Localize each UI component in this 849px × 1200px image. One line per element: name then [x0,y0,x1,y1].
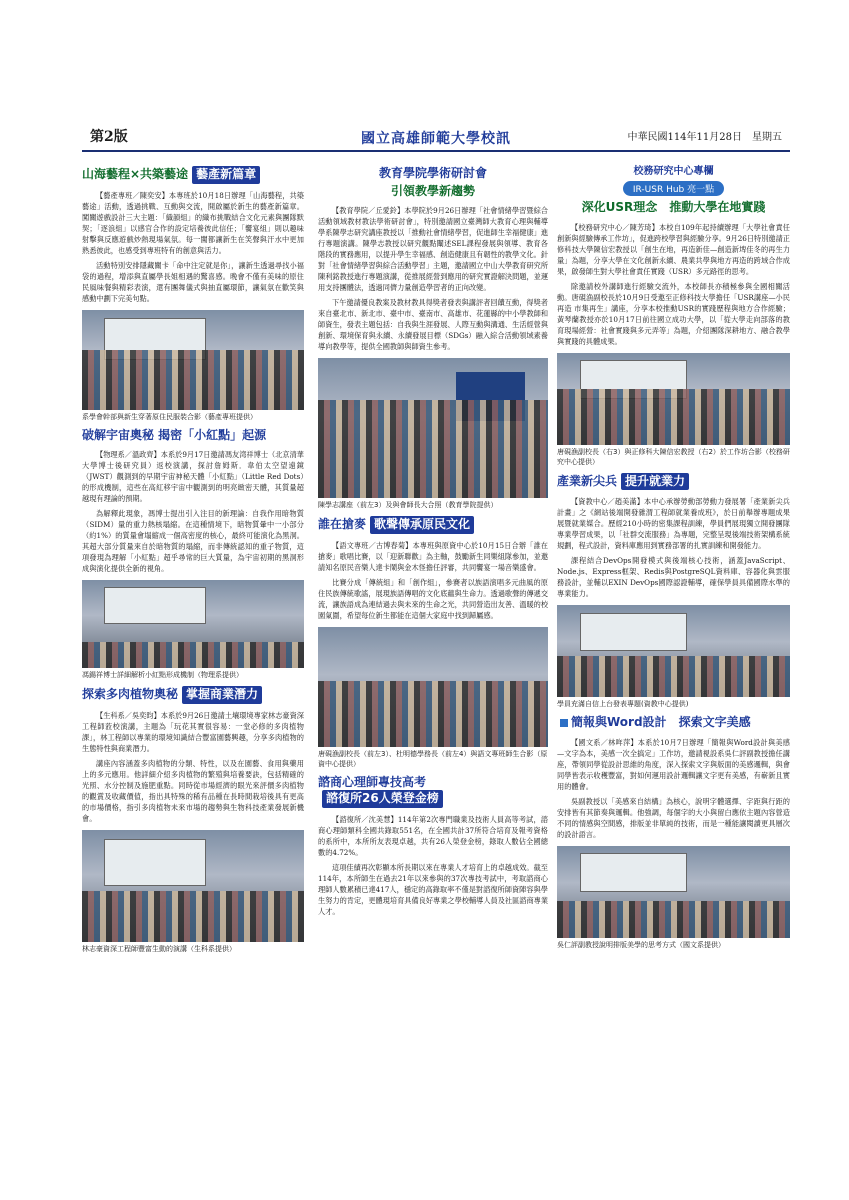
issue-date: 中華民國114年11月28日 星期五 [627,132,782,143]
article-paragraph: 比賽分成「傳統組」和「創作組」，參賽者以族語演唱多元曲風的原住民族傳統歌謠，展現族語傳唱的文化底蘊與生命力。透過歌聲的傳遞交流，讓族語成為連結過去與未來的生命之光，共同營造出友善、溫暖的校園氣圍，希望每位新生都能在這個大家庭中找到歸屬感。 [318,577,549,620]
photo-caption: 唐硯漁副校長（前左3）、杜明德學務長（前左4）與語文專班師生合影（原資中心提供） [318,749,548,768]
article-paragraph: 活動特別安排隱藏關卡「命中注定就是你」，讓新生透過尋找小福袋的過程，增添與直屬學長姐相遇的驚喜感。晚會不僅有美味的原住民風味餐與精彩表演，還有團舞儀式與抽直屬環節，讓氣氛在歡笑與感動中劃下完美句點。 [82,260,304,303]
article-paragraph: 【校務研究中心／陳芳琦】本校自109年起持續辦理「大學社會責任創新與經驗傳承工作坊」，促進跨校學習與經驗分享。9月26日特別邀請正修科技大學陳信宏教授以「創生在地，再造新佳—創造新埤佳冬的再生力量」為題，分享大學在文化創新永續、農業共學與地方再造的跨域合作成果，啟發師生對大學社會責任實踐（USR）多元路徑的思考。 [557,222,790,276]
newsletter-page [60,122,790,1122]
page-number: 第2版 [90,129,128,145]
photo-caption: 陳學志講座（前左3）及與會師長大合照（教育學院提供） [318,501,498,510]
column-1 [82,162,304,960]
article-tag: 諮復所26人榮登金榜 [322,790,443,808]
article-paragraph: 這項佳績再次彰顯本所長期以來在專業人才培育上的卓越成效。截至114年，本所師生在過去21年以來參與的37次專技考試中，考取諮商心理師人數累積已達417人，穩定的高錄取率不僅是對諮復所師資陣容與學生努力的肯定，更體現培育具備良好專業之學校輔導人員及社區諮商專業人才。 [318,862,549,916]
article-tag: 歌聲傳承原民文化 [370,516,474,534]
article-paragraph: 【國文系／林哖萍】本系於10月7日辦理「簡報與Word設計與美感—文字為本，美感一次全搞定」工作坊，邀請視設系吳仁評副教授擔任講座，帶領同學從設計思維的角度，深入探索文字與版面的美感邏輯，與會同學皆表示收穫豐富，對如何運用設計邏輯讓文字更有美感，有嶄新且實用的體會。 [557,737,790,791]
classroom-photo [557,846,790,938]
article-title: 諮商心理師專技高考諮復所26人榮登金榜 [318,775,548,808]
article-title: 探索多肉植物奧秘 掌握商業潛力 [82,686,304,704]
presentation-photo [557,605,790,697]
article-title: 破解宇宙奧秘 揭密「小紅點」起源 [82,427,267,442]
article-paragraph: 吳副教授以「美感來自結構」為核心，說明字體選擇、字距與行距的安排皆有其節奏與邏輯。他強調，每個字的大小與留白應依主題內容營造不同的情感與空間感，排版並非單純的技術，而是一種能讓閱讀更具層次的設計語言。 [557,796,790,839]
article-title: 誰在搶麥 歌聲傳承原民文化 [318,516,548,534]
photo-caption: 學員充滿自信上台發表專題(資教中心提供) [557,700,689,709]
photo-caption: 系學會幹部與新生穿著原住民服裝合影（藝產專班提供） [82,412,257,421]
masthead: 國立高雄師範大學校訊 [361,131,511,147]
article-paragraph: 講座內容涵蓋多肉植物的分類、特性，以及在園藝、食用與藥用上的多元應用。他詳細介紹多肉植物的繁殖與培養要訣，包括精確的光照、水分控制及施肥重點。同時從市場經濟的眼光來評價多肉植物的觀賞及收藏價值，指出具特殊的稀有品種在長時間栽培後具有更高的市場價格，指引多肉植物未來市場的趨勢與生物科技產業發展新機會。 [82,758,304,823]
article-title: 教育學院學術研討會 引領教學新趨勢 [318,166,548,199]
speaker-photo [82,830,304,942]
ribbon-title: 校務研究中心專欄 [633,166,714,177]
article-title: 產業新尖兵 提升就業力 [557,473,790,491]
article-subtitle: 引領教學新趨勢 [390,183,475,198]
group-photo [82,310,304,410]
group-photo [318,358,548,498]
article-paragraph: 除邀請校外講師進行經驗交流外，本校師長亦積極參與全國相關活動。唐硯漁副校長於10月9日受邀至正修科技大學擔任「USR講座—小民再造 市集再生」講座，分享本校推動USR的實踐歷程與地方合作經驗；黃琴蘭教授亦於10月17日前往國立成功大學，以「從大學走向部落的教育現場經營：社會實踐與多元弄等」為題，介紹團隊深耕地方、融合教學與實踐的具體成果。 [557,281,790,346]
article-paragraph: 【資教中心／趙美滿】本中心承辦勞動部勞動力發展署「產業新尖兵計畫」之《網站後端開發雜渭工程師就業養成班》，於日前舉辦專題成果展暨就業媒合。歷經210小時的密集課程訓練，學員們展現獨立開發團隊專業學習成果，以「社群交流服務」為專題，完整呈現後端技術架構系統規劃，程式設計，資料庫應用到實務部署的扎實訓練和開發能力。 [557,497,790,551]
column-ribbon [557,162,790,196]
article-tag: 藝產新篇章 [192,166,260,184]
article-paragraph: 下午邀請優良教案及教材教具得獎者發表與講評者回饋互動，得獎者來自臺北市、新北市、臺中市、臺南市、高雄市、花蓮縣的中小學教師和師資生，發表主題包括：自我與生涯發展、人際互動與溝通、生活經營與創新、環境保育與永續、永續發展目標（SDGs）融入綜合活動領域素養導向教學等，提供全國教師與師資生參考。 [318,298,549,352]
group-photo [318,627,548,747]
article-paragraph: 【生科系／吳奕昀】本系於9月26日邀請土壤環境專家林志豪資深工程師蒞校演講，主題為「玩花其實很容易：一堂必修的多肉植物課」，林工程師以專業的環境知識結合豐富園藝興趣，分享多肉植物的生態特性與商業潛力。 [82,710,304,753]
article-paragraph: 課程結合DevOps開發模式與後端核心技術，涵蓋JavaScript、Node.js、Express框架、Redis與PostgreSQL資料庫、容器化與雲服務設計，並輔以EXIN DevOps國際認證輔導，確保學員具備國際水準的專業能力。 [557,556,790,599]
photo-caption: 唐硯漁副校長（右3）與正修科大陳信宏教授（右2）於工作坊合影（校務研究中心提供） [557,447,790,466]
photo-caption: 馮錫祥博士詳細解析小紅點形成機制（物理系提供） [82,671,243,680]
article-paragraph: 【諮復所／沈美慧】114年第2次專門職業及技術人員高等考試，諮商心理師類科全國共錄取551名，在全國共計37所符合培育及報考資格的系所中，本所所友表現卓越，共有26人榮登金榜，錄取人數佔全國總數的4.72%。 [318,814,548,857]
photo-caption: 林志豪資深工程師豐富生動的演講（生科系提供） [82,944,236,953]
article-paragraph: 為解釋此現象，馮博士提出引入注目的新理論：自我作用暗物質（SIDM）量的重力熱核塌縮。在這種情境下，暗物質暈中一小部分（約1%）的質量會塌縮成一個高密度的核心，最終可能演化為黑洞。其超大部分質量來自於暗物質的塌縮，而非傳統認知的重子物質，這項發現為理解「小紅點」超乎尋常的巨大質量，為宇宙初期的黑洞形成與演化提供全新的視角。 [82,509,304,574]
column-2 [318,162,548,921]
group-photo [557,353,790,445]
article-title: 山海藝程×共築藝途 藝產新篇章 [82,166,304,184]
photo-caption: 吳仁評副教授說明排版美學的思考方式（國文系提供） [557,940,725,949]
article-tag: 提升就業力 [621,473,689,491]
article-paragraph: 【教育學院／丘愛鈴】本學院於9月26日辦理「社會情緒學習暨綜合活動領域教材教法學術研討會」，特別邀請國立臺灣師大教育心理與輔導學系陳學志研究講座教授以「推動社會情緒學習，促進師生幸福健康」進行專題演講。陳學志教授以研究觀點闡述SEL課程發展與領導、教育各階段的實務應用，以提升學生幸福感、創造健康且有韌性的教學文化。針對「社會情緒學習與綜合活動學習」主題，邀請國立中山大學教育研究所陳利銘教授進行專題演講，從推展經營到應用的研究實證解決問題，並運用支持團體法，透過同儕力量創造學習者的正向改變。 [318,206,549,293]
page-header [82,122,790,152]
ribbon-subtitle: IR-USR Hub 亮一點 [623,181,724,196]
article-paragraph: 【物理系／溫政齊】本系於9月17日邀請馮友湾祥博士（北京清華大學博士後研究員）返校演講，探討詹姆斯．韋伯太空望遠鏡（JWST）觀測到的早期宇宙神秘天體「小紅點」（Little Red Dots）的形成機制，這些在高紅移宇宙中觀測到的明亮緻密天體，其質量超越現有理論的預期。 [82,450,304,504]
article-title: 簡報與Word設計 探索文字美感 [557,715,790,731]
article-paragraph: 【語文專班／古博春菊】本專班與原資中心於10月15日合辦「誰在搶麥」歌唱比賽，以「迎新聯歡」為主軸，鼓勵新生同樂組隊參加，並邀請知名原民音樂人達卡鬧與金木怪擔任評審，共同饗宴一場音樂盛會。 [318,540,549,572]
article-tag: 掌握商業潛力 [182,686,262,704]
lecture-photo [82,580,304,668]
square-bullet-icon [560,719,568,727]
article-title: 深化USR理念 推動大學在地實踐 [581,200,766,214]
article-paragraph: 【藝產專班／陳奕安】本專班於10月18日辦理「山海藝程，共築藝途」活動，透過挑戰、互動與交流，開啟屬於新生的藝產新篇章。闖關遊戲設計三大主題：「織韻組」的織布挑戰結合文化元素與團隊默契；「逐浪組」以感官合作的設定培養彼此信任；「饗宴組」則以趣味射擊與反應遊戲炒熱現場氣氛。每一闖都讓新生在笑聲與汗水中更加熟悉彼此，也感受到專班特有的創意與活力。 [82,190,304,255]
column-3 [557,162,790,956]
